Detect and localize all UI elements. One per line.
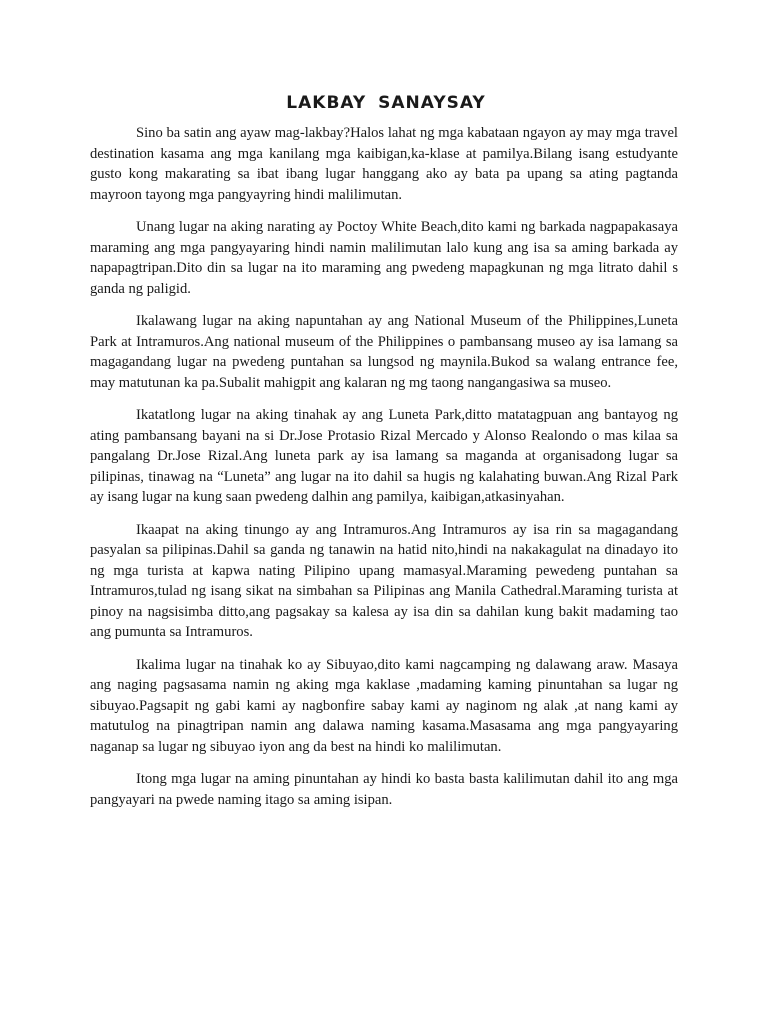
document-title: LAKBAY SANAYSAY xyxy=(286,93,486,113)
paragraph-1: Sino ba satin ang ayaw mag-lakbay?Halos lahat ng mga kabataan ngayon ay may mga travel destination kasama ang mga kanilang mga kaibigan,ka-klase at pamilya.Bilang isang estudyante gusto kong makarating sa ibat ibang lugar hanggang ako ay bata pa upang sa ating pagtanda mayroon tayong mga pangyayring hindi malilimutan. xyxy=(90,125,678,203)
paragraph-6: Ikalima lugar na tinahak ko ay Sibuyao,dito kami nagcamping ng dalawang araw. Masaya ang naging pagsasama namin ng aking mga kaklase ,madaming kaming pinuntahan sa lugar ng sibuyao.Pagsapit ng gabi kami ay nagbonfire sabay kami ay naginom ng alak ,at nang kami ay matutulog na pinagtripan namin ang dalawa naming kasama.Masasama ang mga pangyayaring naganap sa lugar ng sibuyao iyon ang da best na hindi ko malilimutan. xyxy=(90,656,678,755)
paragraph-2: Unang lugar na aking narating ay Poctoy White Beach,dito kami ng barkada nagpapakasaya maraming ang mga pangyayaring hindi namin malilimutan lalo kung ang isa sa aming barkada ay napapagtripan.Dito din sa lugar na ito maraming ang pwedeng mapagkunan ng mga litrato dahil s ganda ng paligid. xyxy=(90,219,678,297)
paragraph-7: Itong mga lugar na aming pinuntahan ay hindi ko basta basta kalilimutan dahil ito ang mga pangyayari na pwede naming itago sa aming isipan. xyxy=(90,771,678,808)
paragraph-3: Ikalawang lugar na aking napuntahan ay ang National Museum of the Philippines,Luneta Park at Intramuros.Ang national museum of the Philippines o pambansang museo ay isa lamang sa magagandang lugar na pwedeng puntahan sa lungsod ng maynila.Bukod sa walang entrance fee, may matutunan ka pa.Subalit mahigpit ang kalaran ng mg taong nangangasiwa sa museo. xyxy=(90,313,678,391)
paragraph-4: Ikatatlong lugar na aking tinahak ay ang Luneta Park,ditto matatagpuan ang bantayog ng ating pambansang bayani na si Dr.Jose Protasio Rizal Mercado y Alonso Realondo o mas kilaa sa pangalang Dr.Jose Rizal.Ang luneta park ay isa lamang sa maganda at organisadong lugar sa pilipinas, tinawag na “Luneta” ang lugar na ito dahil sa hugis ng kalahating buwan.Ang Rizal Park ay isang lugar na kung saan pwedeng dalhin ang pamilya, kaibigan,atkasinyahan. xyxy=(90,407,678,505)
paragraph-5: Ikaapat na aking tinungo ay ang Intramuros.Ang Intramuros ay isa rin sa magagandang pasyalan sa pilipinas.Dahil sa ganda ng tanawin na hatid nito,hindi na nakakagulat na dinadayo ito ng mga turista at kapwa nating Pilipino upang mamasyal.Maraming pewedeng puntahan sa Intramuros,tulad ng isang sikat na simbahan sa Pilipinas ang Manila Cathedral.Maraming turista at pinoy na nagsisimba ditto,ang pagsakay sa kalesa ay isa din sa dahilan kung bakit madaming tao ang pumunta sa Intramuros. xyxy=(90,521,678,640)
